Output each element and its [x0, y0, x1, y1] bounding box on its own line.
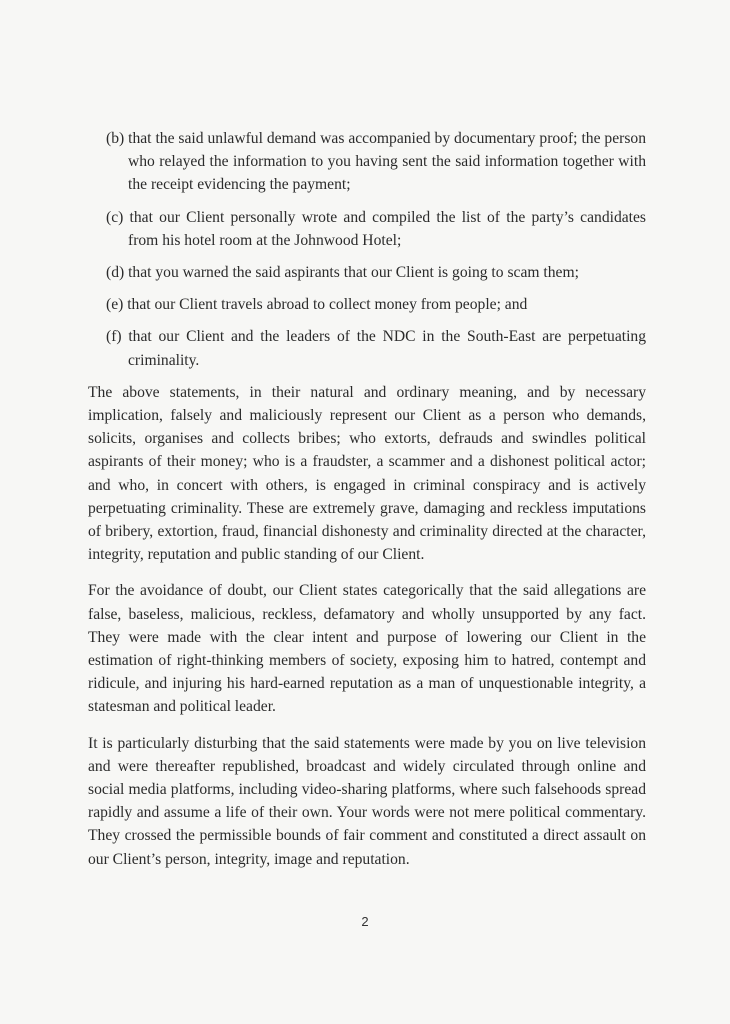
- list-item-c: (c) that our Client personally wrote and compiled the list of the party’s candidates from his hotel room at the Johnwood Hotel;: [106, 208, 646, 249]
- paragraph-publication: It is particularly disturbing that the said statements were made by you on live television and were thereafter republished, broadcast and widely circulated through online and social media platforms, including video-sharing platforms, where such falsehoods spread rapidly and assume a life of their own. Your words were not mere political commentary. They crossed the permissible bounds of fair comment and constituted a direct assault on our Client’s person, integrity, image and reputation.: [88, 734, 646, 868]
- allegations-list: [88, 127, 646, 372]
- document-body: [88, 127, 646, 884]
- list-item-b: (b) that the said unlawful demand was accompanied by documentary proof; the person who relayed the information to you having sent the said information together with the receipt evidencing the payment;: [106, 130, 646, 194]
- page-number: 2: [361, 914, 369, 929]
- list-item-f: (f) that our Client and the leaders of the NDC in the South-East are perpetuating criminality.: [106, 328, 646, 369]
- paragraph-denial: For the avoidance of doubt, our Client states categorically that the said allegations are false, baseless, malicious, reckless, defamatory and wholly unsupported by any fact. They were made with the clear intent and purpose of lowering our Client in the estimation of right-thinking members of society, exposing him to hatred, contempt and ridicule, and injuring his hard-earned reputation as a man of unquestionable integrity, a statesman and political leader.: [88, 582, 646, 716]
- list-item-d: (d) that you warned the said aspirants that our Client is going to scam them;: [106, 264, 579, 282]
- paragraph-imputations: The above statements, in their natural and ordinary meaning, and by necessary implication, falsely and maliciously represent our Client as a person who demands, solicits, organises and collects bribes; who extorts, defrauds and swindles political aspirants of their money; who is a fraudster, a scammer and a dishonest political actor; and who, in concert with others, is engaged in criminal conspiracy and is actively perpetuating criminality. These are extremely grave, damaging and reckless imputations of bribery, extortion, fraud, financial dishonesty and criminality directed at the character, integrity, reputation and public standing of our Client.: [88, 383, 646, 564]
- list-item-e: (e) that our Client travels abroad to collect money from people; and: [106, 296, 528, 314]
